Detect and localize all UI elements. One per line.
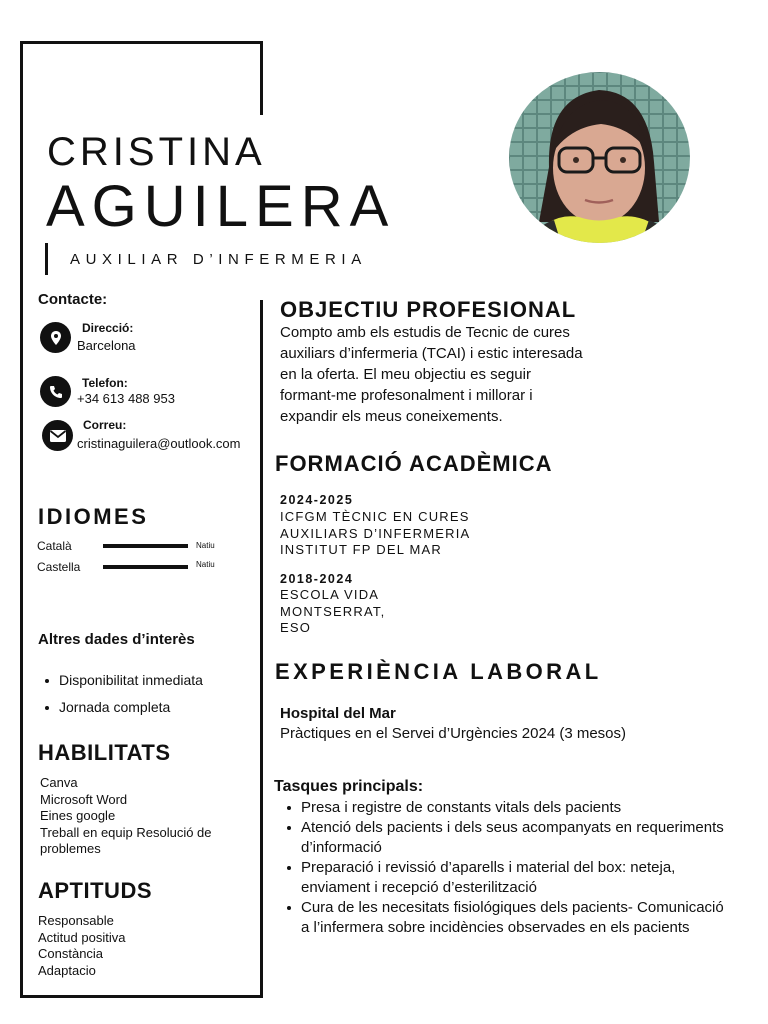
list-item: Atenció dels pacients i dels seus acompanyats en requeriments d’informació [275, 818, 735, 858]
language-name: Català [37, 539, 72, 553]
language-level: Natiu [196, 541, 215, 550]
contact-title: Contacte: [38, 291, 108, 308]
list-item: Microsoft Word [40, 791, 128, 807]
objective-text: Compto amb els estudis de Tecnic de cures auxiliars d’infermeria (TCAI) i estic interesada en la oferta. El meu objectiu es seguir formant-me profesonalment i millorar i expandir els meus coneixements. [280, 324, 583, 425]
list-item: problemes [40, 841, 101, 857]
education-title: FORMACIÓ ACADÈMICA [275, 451, 553, 476]
phone-value[interactable]: +34 613 488 953 [77, 391, 175, 406]
list-item: Cura de les necesitats fisiológiques dels pacients- Comunicació a l’infermera sobre incidències observades en els pacients [275, 898, 735, 938]
list-item: Canva [40, 775, 78, 790]
list-item: Adaptacio [38, 962, 96, 978]
frame-top-line [20, 41, 263, 44]
language-level-bar [103, 565, 188, 569]
bullet-icon [45, 706, 49, 710]
job-title: AUXILIAR D’INFERMERIA [70, 251, 367, 268]
list-item: Disponibilitat inmediata [45, 672, 203, 688]
profile-photo [509, 72, 690, 243]
aptitudes-list [38, 913, 125, 979]
tasks-title: Tasques principals: [274, 778, 424, 795]
phone-icon [40, 376, 71, 407]
role-divider [45, 243, 48, 275]
address-label: Direcció: [82, 321, 134, 335]
education-years: 2018-2024 [280, 572, 354, 586]
experience-title: EXPERIÈNCIA LABORAL [275, 659, 602, 684]
skills-list [40, 775, 212, 858]
location-pin-icon [40, 322, 71, 353]
bullet-icon [45, 679, 49, 683]
list-item: Constància [38, 946, 104, 962]
list-item: Preparació i revissió d’aparells i material del box: neteja, enviament i recepció d’esterilització [275, 858, 735, 898]
education-years: 2024-2025 [280, 493, 354, 507]
frame-left-line [20, 41, 23, 998]
language-name: Castella [37, 560, 81, 574]
language-level-bar [103, 544, 188, 548]
list-item: Actitud positiva [38, 929, 126, 945]
email-value[interactable]: cristinaguilera@outlook.com [77, 436, 241, 451]
mail-icon [42, 420, 73, 451]
email-label: Correu: [83, 418, 127, 432]
frame-right-bottom-line [260, 300, 263, 998]
education-entry: ESCOLA VIDA MONTSERRAT, ESO [280, 587, 386, 635]
skills-title: HABILITATS [38, 740, 171, 765]
list-item: Treball en equip Resolució de [40, 824, 212, 840]
tasks-list [275, 798, 735, 938]
last-name: AGUILERA [46, 174, 396, 239]
list-item: Responsable [38, 913, 114, 928]
position-text: Pràctiques en el Servei d’Urgències 2024 (3 mesos) [280, 725, 627, 742]
address-value: Barcelona [77, 338, 136, 353]
education-entry: ICFGM TÈCNIC EN CURES AUXILIARS D’INFERMERIA INSTITUT FP DEL MAR [280, 509, 471, 557]
list-item: Jornada completa [45, 699, 170, 715]
other-data-title: Altres dades d’interès [38, 631, 195, 648]
aptitudes-title: APTITUDS [38, 878, 152, 903]
language-level: Natiu [196, 560, 215, 569]
objective-title: OBJECTIU PROFESIONAL [280, 297, 577, 322]
employer-name: Hospital del Mar [280, 705, 396, 722]
list-item: Presa i registre de constants vitals dels pacients [275, 798, 735, 818]
first-name: CRISTINA [47, 130, 266, 174]
frame-bottom-line [20, 995, 263, 998]
phone-label: Telefon: [82, 376, 128, 390]
frame-right-top-line [260, 41, 263, 115]
list-item: Eines google [40, 808, 116, 824]
languages-title: IDIOMES [38, 504, 149, 529]
